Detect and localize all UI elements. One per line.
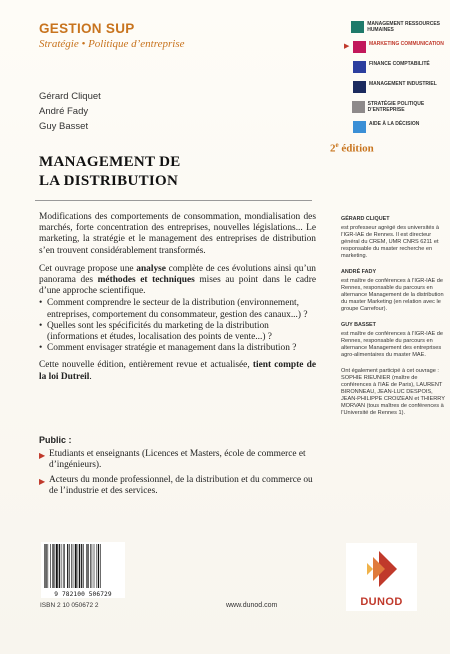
author-bios [341,216,447,426]
description [39,212,316,390]
barcode-bar [97,544,98,588]
list-item: • Comment comprendre le secteur de la distribution (environnement, entreprises, comportement du consommateur, gestion des canaux...) ? [39,298,316,320]
barcode-bar [100,544,101,588]
barcode-bar [87,544,88,588]
barcode [41,542,125,598]
book-title [39,153,181,191]
color-swatch [353,81,366,93]
publisher-logo [346,543,417,611]
bio-name: ANDRÉ FADY [341,269,377,275]
barcode-digits: 9 782100 506729 [54,591,112,598]
collection-label: MANAGEMENT INDUSTRIEL [369,81,437,87]
bio-text: est maître de conférences à l’IGR-IAE de Rennes, responsable du parcours en alternance Management des entreprises agro-alimentaires du master MAE. [341,331,443,358]
barcode-bar [63,544,64,588]
edition-label: 2e édition [330,141,374,155]
barcode-bar [75,544,77,588]
series-header [39,21,185,50]
author-name: André Fady [39,106,89,117]
description-paragraph: Modifications des comportements de consommation, mondialisation des marchés, forte concentration des entreprises, nouvelles législations... Le marketing, la stratégie et le management des entreprises de distribution s’en trouvent considérablement transformés. [39,212,316,256]
isbn-label: ISBN 2 10 050672 2 [40,602,99,609]
barcode-bar [64,544,65,588]
barcode-bar [81,544,82,588]
author-list [39,89,101,134]
bio-name: GUY BASSET [341,322,376,328]
barcode-bar [44,544,45,588]
series-subtitle: Stratégie • Politique d’entreprise [39,38,185,50]
dunod-logo-icon [359,547,404,591]
collection-item [344,61,448,76]
barcode-bar [67,544,68,588]
list-item: ▶ Acteurs du monde professionnel, de la distribution et du commerce ou de l’industrie et des services. [39,474,313,496]
barcode-bar [79,544,80,588]
series-title: GESTION SUP [39,21,135,36]
audience-heading: Public : [39,435,72,445]
bio-text: est maître de conférences à l’IGR-IAE de Rennes, responsable du parcours en alternance Management de la distribution du master Marketing (en relation avec le groupe Carrefour). [341,278,444,312]
color-swatch [353,61,366,73]
list-item: • Quelles sont les spécificités du marketing de la distribution (informations et études, localisation des points de vente...) ? [39,321,316,343]
barcode-bars [44,544,122,588]
barcode-bar [73,544,74,588]
collection-item [344,121,448,136]
barcode-bar [50,544,51,588]
barcode-bar [78,544,79,588]
collection-item [344,101,448,116]
color-swatch [351,21,364,33]
list-item: ▶ Etudiants et enseignants (Licences et Masters, école de commerce et d’ingénieurs). [39,449,306,471]
barcode-bar [83,544,84,588]
author-name: Gérard Cliquet [39,91,101,102]
description-paragraph: Cet ouvrage propose une analyse complète de ces évolutions ainsi qu’un panorama des méthodes et techniques mises au point dans le cadre d’une approche scientifique. [39,263,317,297]
author-name: Guy Basset [39,121,89,132]
collection-label: AIDE À LA DÉCISION [369,121,420,127]
collection-label: MANAGEMENT RESSOURCES HUMAINES [367,21,440,33]
title-divider [35,200,312,201]
audience-section [39,435,316,500]
barcode-bar [71,544,72,588]
barcode-bar [48,544,49,588]
list-item: • Comment envisager stratégie et management dans la distribution ? [39,343,316,354]
collection-item [344,81,448,96]
bio-name: GÉRARD CLIQUET [341,216,390,222]
contributors-note [341,368,447,417]
bio-text: est professeur agrégé des universités à l’IGR-IAE de Rennes. Il est directeur général du CREM, UMR CNRS 6211 et responsable du master recherche en marketing. [341,225,439,259]
author-bio [341,322,447,359]
collection-label: FINANCE COMPTABILITÉ [369,61,430,67]
barcode-bar [59,544,60,588]
collection-label: MARKETING COMMUNICATION [369,41,444,47]
barcode-bar [56,544,58,588]
barcode-bar [45,544,46,588]
author-bio [341,269,447,313]
title-line: LA DISTRIBUTION [39,173,179,189]
barcode-bar [90,544,91,588]
collection-label: STRATÉGIE POLITIQUE D’ENTREPRISE [367,101,425,113]
publisher-url[interactable]: www.dunod.com [226,602,278,609]
barcode-bar [61,544,62,588]
arrow-icon: ▶ [39,476,46,486]
barcode-bar [52,544,53,588]
barcode-bar [92,544,93,588]
color-swatch [353,121,366,133]
title-line: MANAGEMENT DE [39,154,181,170]
arrow-icon: ▶ [39,451,46,461]
publisher-name: DUNOD [360,596,403,608]
barcode-bar [94,544,95,588]
arrow-icon: ▶ [344,43,350,50]
barcode-bar [98,544,99,588]
collection-item [344,41,448,56]
bio-text: Ont également participé à cet ouvrage : SOPHIE RIEUNIER (maître de conférences à l’IAE de Paris), LAURENT BIRONNEAU, JEAN-LUC DESPOIS, JEAN-PHILIPPE CROIZEAN et THIERRY MORVAN (tous maîtres de conférences à l’Université de Rennes 1). [341,368,445,416]
color-swatch [352,101,365,113]
description-paragraph: Cette nouvelle édition, entièrement revue et actualisée, tient compte de la loi Dutreil. [39,360,316,382]
question-list [39,298,316,354]
author-bio [341,216,447,260]
color-swatch [353,41,366,53]
barcode-bar [86,544,87,588]
barcode-bar [55,544,56,588]
collections-list [344,21,448,141]
collection-item [344,21,448,36]
barcode-bar [69,544,70,588]
